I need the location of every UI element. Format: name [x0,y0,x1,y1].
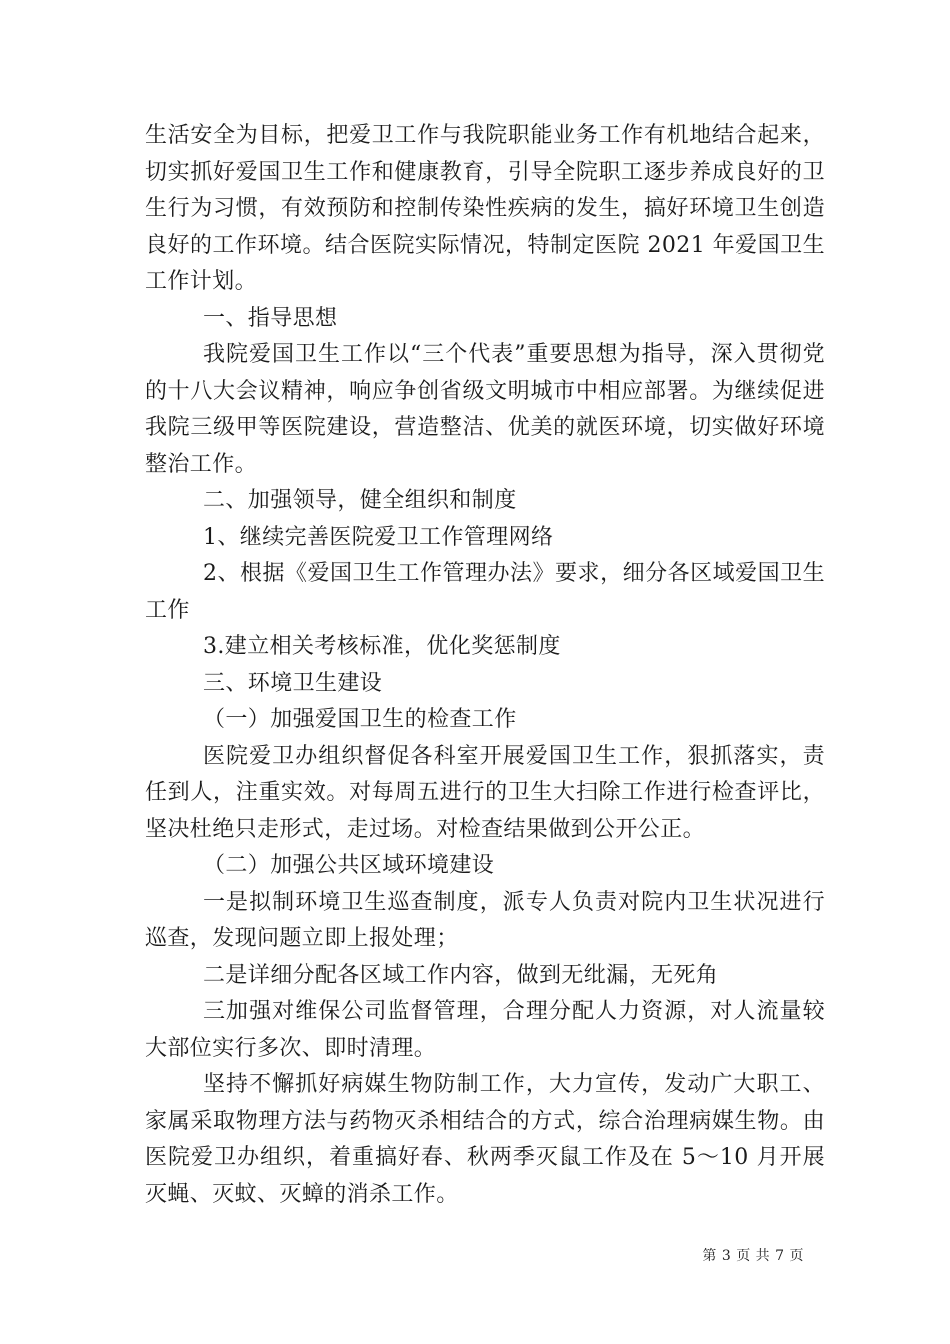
list-item-assessment-standards: 3.建立相关考核标准，优化奖惩制度 [203,634,561,659]
section-heading-leadership: 二、加强领导，健全组织和制度 [203,488,517,513]
page-number-footer: 第 3 页 共 7 页 [702,1248,804,1264]
document-body [145,118,825,1213]
section-heading-guiding-ideology: 一、指导思想 [203,305,338,331]
paragraph-intro-continuation: 生活安全为目标，把爱卫工作与我院职能业务工作有机地结合起来，切实抓好爱国卫生工作和健康教育，引导全院职工逐步养成良好的卫生行为习惯，有效预防和控制传染性疾病的发生，搞好环境卫生创造良好的工作环境。结合医院实际情况，特制定医院 2021 年爱国卫生工作计划。 [145,123,825,294]
section-heading-environment: 三、环境卫生建设 [203,670,383,696]
list-item-management-measures: 2、根据《爱国卫生工作管理办法》要求，细分各区域爱国卫生工作 [145,561,825,623]
paragraph-area-assignment: 二是详细分配各区域工作内容，做到无纰漏，无死角 [203,962,719,988]
paragraph-vector-control: 坚持不懈抓好病媒生物防制工作，大力宣传，发动广大职工、家属采取物理方法与药物灭杀相结合的方式，综合治理病媒生物。由医院爱卫办组织，着重搞好春、秋两季灭鼠工作及在 5～10 月开展灭蝇、灭蚊、灭蟑的消杀工作。 [145,1072,825,1207]
paragraph-maintenance-supervision: 三加强对维保公司监督管理，合理分配人力资源，对人流量较大部位实行多次、即时清理。 [145,999,825,1061]
paragraph-patrol-system: 一是拟制环境卫生巡查制度，派专人负责对院内卫生状况进行巡查，发现问题立即上报处理； [145,889,825,951]
subsection-heading-public-areas: （二）加强公共区域环境建设 [203,853,495,878]
paragraph-guiding-ideology: 我院爱国卫生工作以“三个代表”重要思想为指导，深入贯彻党的十八大会议精神，响应争创省级文明城市中相应部署。为继续促进我院三级甲等医院建设，营造整洁、优美的就医环境，切实做好环境整治工作。 [145,342,825,477]
subsection-heading-inspection: （一）加强爱国卫生的检查工作 [203,707,517,732]
paragraph-inspection: 医院爱卫办组织督促各科室开展爱国卫生工作，狠抓落实，责任到人，注重实效。对每周五进行的卫生大扫除工作进行检查评比，坚决杜绝只走形式，走过场。对检查结果做到公开公正。 [145,743,825,842]
list-item-management-network: 1、继续完善医院爱卫工作管理网络 [203,524,554,550]
